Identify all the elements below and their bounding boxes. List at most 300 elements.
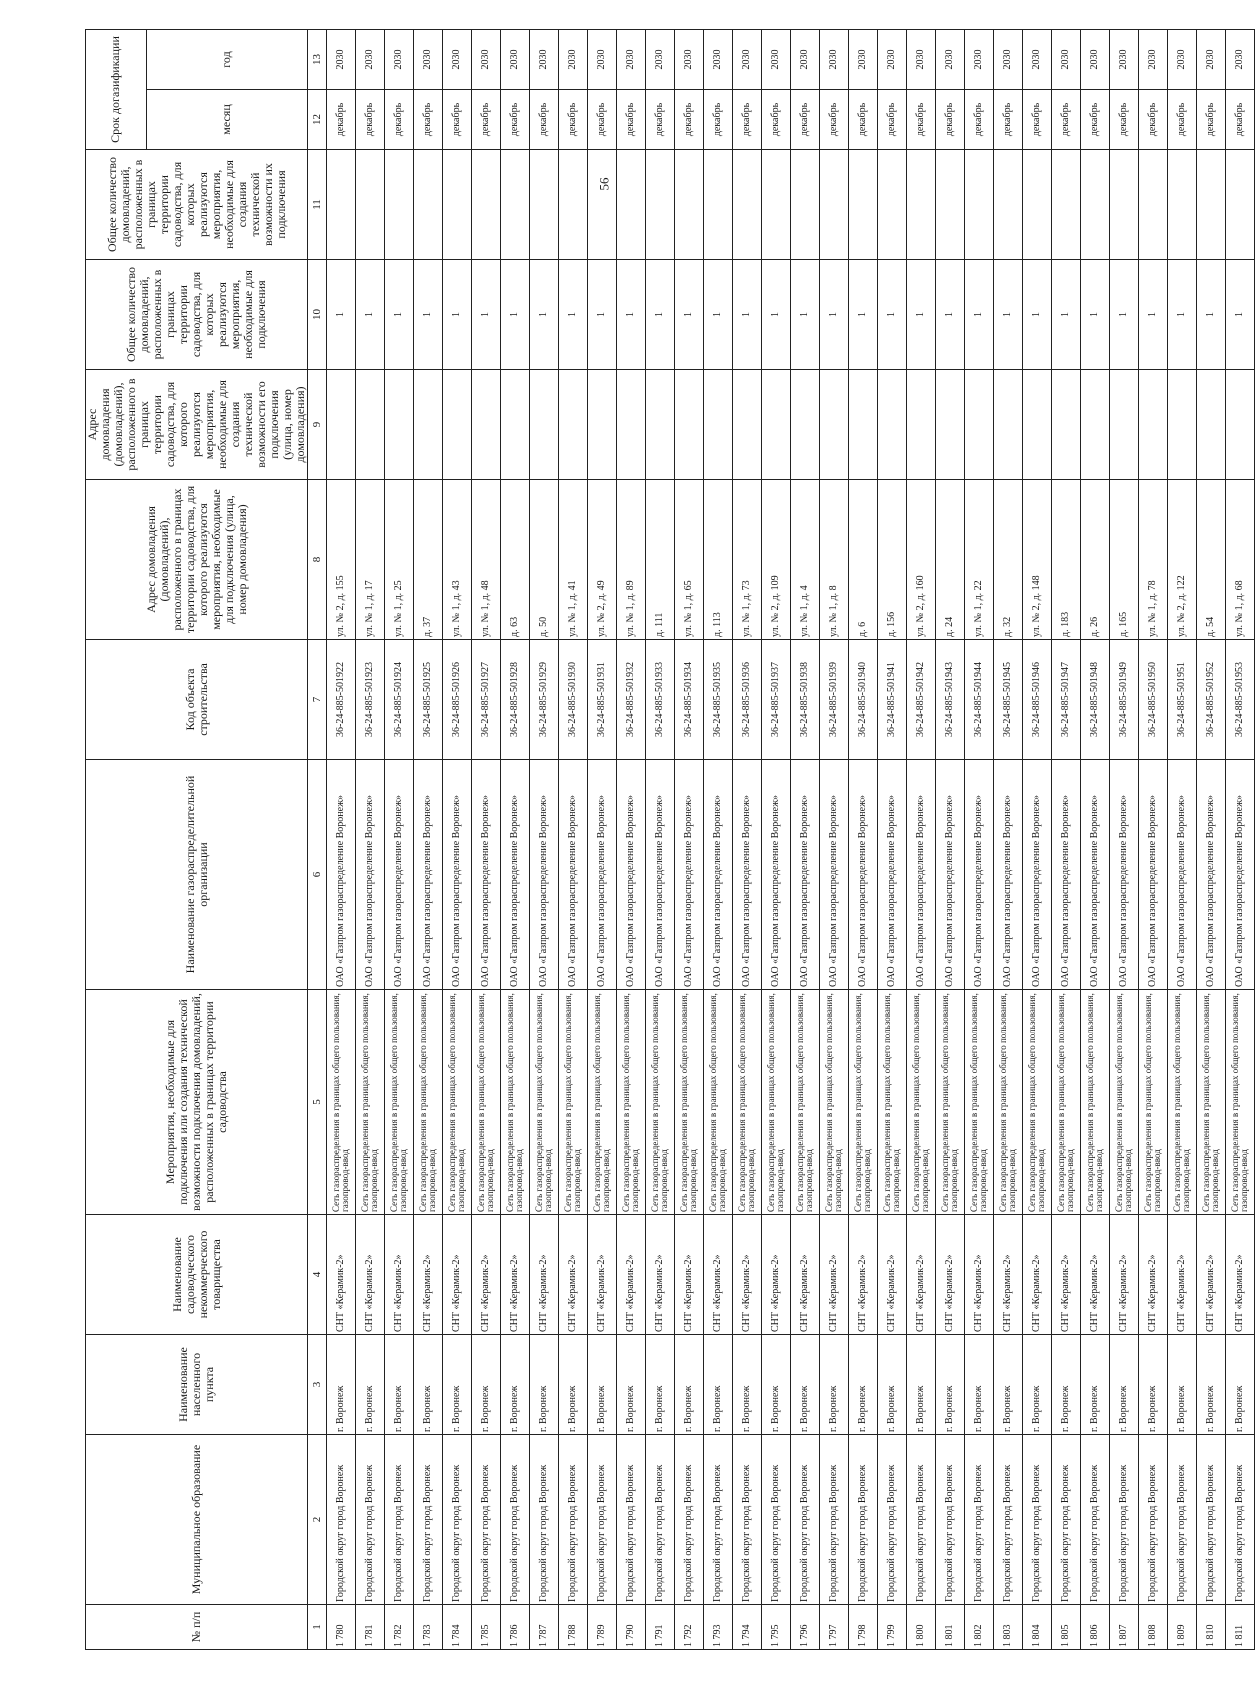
snt-name-cell: СНТ «Керамик-2» [1168, 1215, 1197, 1335]
deadline-year-cell: 2030 [327, 29, 356, 89]
header-deadline: Срок догазификации [86, 29, 147, 149]
deadline-year-cell: 2030 [1168, 29, 1197, 89]
deadline-year-cell: 2030 [1052, 29, 1081, 89]
object-code-cell: 36-24-885-501947 [1052, 640, 1081, 760]
header-count-connection: Общее количество домовладений, расположенных в границах территории садоводства, для которых реализуются мероприятия, необходимые для подключения [86, 260, 308, 370]
municipality-cell: Городской округ город Воронеж [1110, 1435, 1139, 1605]
gas-organization-cell: ОАО «Газпром газораспределение Воронеж» [1197, 760, 1226, 990]
activity-cell: Сеть газораспределения в границах общего пользования, газопровод-ввод [820, 990, 849, 1215]
row-number-cell: 1 783 [414, 1605, 443, 1650]
snt-name-cell: СНТ «Керамик-2» [1052, 1215, 1081, 1335]
count-capability-cell [936, 150, 965, 260]
header-year: год [146, 29, 307, 89]
snt-name-cell: СНТ «Керамик-2» [501, 1215, 530, 1335]
address-connection-cell: ул. № 2, д. 122 [1168, 480, 1197, 640]
count-connection-cell: 1 [588, 260, 617, 370]
object-code-cell: 36-24-885-501932 [617, 640, 646, 760]
address-capability-cell [530, 370, 559, 480]
deadline-year-cell: 2030 [820, 29, 849, 89]
count-capability-cell [1110, 150, 1139, 260]
deadline-year-cell: 2030 [646, 29, 675, 89]
address-connection-cell: д. 156 [878, 480, 907, 640]
activity-cell: Сеть газораспределения в границах общего пользования, газопровод-ввод [936, 990, 965, 1215]
activity-cell: Сеть газораспределения в границах общего пользования, газопровод-ввод [994, 990, 1023, 1215]
address-capability-cell [559, 370, 588, 480]
object-code-cell: 36-24-885-501938 [791, 640, 820, 760]
header-organization: Наименование газораспределительной организации [86, 760, 308, 990]
column-number-cell: 13 [308, 29, 327, 89]
activity-cell: Сеть газораспределения в границах общего пользования, газопровод-ввод [704, 990, 733, 1215]
deadline-month-cell: декабрь [994, 90, 1023, 150]
deadline-year-cell: 2030 [675, 29, 704, 89]
activity-cell: Сеть газораспределения в границах общего пользования, газопровод-ввод [588, 990, 617, 1215]
settlement-cell: г. Воронеж [965, 1335, 994, 1435]
deadline-month-cell: декабрь [1081, 90, 1110, 150]
header-activities: Мероприятия, необходимые для подключения или создания технической возможности подключения домовладений, расположенных в границах территории садоводства [86, 990, 308, 1215]
settlement-cell: г. Воронеж [1197, 1335, 1226, 1435]
row-number-cell: 1 795 [762, 1605, 791, 1650]
column-number-cell: 1 [308, 1605, 327, 1650]
page-number: 56 [596, 177, 612, 191]
column-number-cell: 2 [308, 1435, 327, 1605]
deadline-month-cell: декабрь [617, 90, 646, 150]
deadline-year-cell: 2030 [1226, 29, 1255, 89]
deadline-month-cell: декабрь [501, 90, 530, 150]
row-number-cell: 1 799 [878, 1605, 907, 1650]
object-code-cell: 36-24-885-501930 [559, 640, 588, 760]
gas-organization-cell: ОАО «Газпром газораспределение Воронеж» [1081, 760, 1110, 990]
municipality-cell: Городской округ город Воронеж [530, 1435, 559, 1605]
object-code-cell: 36-24-885-501941 [878, 640, 907, 760]
municipality-cell: Городской округ город Воронеж [1139, 1435, 1168, 1605]
snt-name-cell: СНТ «Керамик-2» [530, 1215, 559, 1335]
count-capability-cell [646, 150, 675, 260]
settlement-cell: г. Воронеж [559, 1335, 588, 1435]
address-capability-cell [878, 370, 907, 480]
column-numbers-row [308, 29, 327, 1649]
settlement-cell: г. Воронеж [878, 1335, 907, 1435]
settlement-cell: г. Воронеж [762, 1335, 791, 1435]
snt-name-cell: СНТ «Керамик-2» [965, 1215, 994, 1335]
count-capability-cell [530, 150, 559, 260]
table-row [559, 29, 588, 1649]
address-capability-cell [1139, 370, 1168, 480]
row-number-cell: 1 788 [559, 1605, 588, 1650]
row-number-cell: 1 807 [1110, 1605, 1139, 1650]
table-header [86, 29, 327, 1649]
row-number-cell: 1 808 [1139, 1605, 1168, 1650]
municipality-cell: Городской округ город Воронеж [733, 1435, 762, 1605]
snt-name-cell: СНТ «Керамик-2» [936, 1215, 965, 1335]
municipality-cell: Городской округ город Воронеж [878, 1435, 907, 1605]
address-connection-cell: ул. № 1, д. 43 [443, 480, 472, 640]
table-row [588, 29, 617, 1649]
count-connection-cell: 1 [878, 260, 907, 370]
activity-cell: Сеть газораспределения в границах общего пользования, газопровод-ввод [414, 990, 443, 1215]
activity-cell: Сеть газораспределения в границах общего пользования, газопровод-ввод [907, 990, 936, 1215]
table-row [1081, 29, 1110, 1649]
settlement-cell: г. Воронеж [327, 1335, 356, 1435]
row-number-cell: 1 810 [1197, 1605, 1226, 1650]
count-capability-cell [849, 150, 878, 260]
gas-organization-cell: ОАО «Газпром газораспределение Воронеж» [936, 760, 965, 990]
column-number-cell: 5 [308, 990, 327, 1215]
address-capability-cell [356, 370, 385, 480]
count-connection-cell: 1 [936, 260, 965, 370]
object-code-cell: 36-24-885-501939 [820, 640, 849, 760]
settlement-cell: г. Воронеж [414, 1335, 443, 1435]
count-capability-cell [1168, 150, 1197, 260]
address-capability-cell [820, 370, 849, 480]
snt-name-cell: СНТ «Керамик-2» [1226, 1215, 1255, 1335]
gas-organization-cell: ОАО «Газпром газораспределение Воронеж» [1023, 760, 1052, 990]
column-number-cell: 12 [308, 90, 327, 150]
municipality-cell: Городской округ город Воронеж [907, 1435, 936, 1605]
table-row [791, 29, 820, 1649]
deadline-year-cell: 2030 [588, 29, 617, 89]
settlement-cell: г. Воронеж [472, 1335, 501, 1435]
deadline-year-cell: 2030 [994, 29, 1023, 89]
gas-organization-cell: ОАО «Газпром газораспределение Воронеж» [733, 760, 762, 990]
count-capability-cell [443, 150, 472, 260]
municipality-cell: Городской округ город Воронеж [704, 1435, 733, 1605]
address-capability-cell [385, 370, 414, 480]
count-connection-cell: 1 [849, 260, 878, 370]
count-capability-cell [1139, 150, 1168, 260]
table-row [472, 29, 501, 1649]
snt-name-cell: СНТ «Керамик-2» [675, 1215, 704, 1335]
address-capability-cell [1023, 370, 1052, 480]
municipality-cell: Городской округ город Воронеж [617, 1435, 646, 1605]
table-row [617, 29, 646, 1649]
deadline-year-cell: 2030 [617, 29, 646, 89]
snt-name-cell: СНТ «Керамик-2» [762, 1215, 791, 1335]
count-connection-cell: 1 [472, 260, 501, 370]
address-capability-cell [501, 370, 530, 480]
count-capability-cell [1226, 150, 1255, 260]
count-capability-cell [414, 150, 443, 260]
table-row [646, 29, 675, 1649]
address-connection-cell: ул. № 1, д. 4 [791, 480, 820, 640]
gas-organization-cell: ОАО «Газпром газораспределение Воронеж» [907, 760, 936, 990]
count-capability-cell [820, 150, 849, 260]
column-number-cell: 10 [308, 260, 327, 370]
snt-name-cell: СНТ «Керамик-2» [704, 1215, 733, 1335]
gas-organization-cell: ОАО «Газпром газораспределение Воронеж» [327, 760, 356, 990]
table-row [820, 29, 849, 1649]
deadline-month-cell: декабрь [472, 90, 501, 150]
header-month: месяц [146, 90, 307, 150]
header-object-code: Код объекта строительства [86, 640, 308, 760]
row-number-cell: 1 782 [385, 1605, 414, 1650]
deadline-year-cell: 2030 [443, 29, 472, 89]
address-capability-cell [849, 370, 878, 480]
snt-name-cell: СНТ «Керамик-2» [791, 1215, 820, 1335]
row-number-cell: 1 786 [501, 1605, 530, 1650]
municipality-cell: Городской округ город Воронеж [385, 1435, 414, 1605]
column-number-cell: 3 [308, 1335, 327, 1435]
object-code-cell: 36-24-885-501934 [675, 640, 704, 760]
table-row [762, 29, 791, 1649]
deadline-month-cell: декабрь [849, 90, 878, 150]
row-number-cell: 1 784 [443, 1605, 472, 1650]
address-capability-cell [907, 370, 936, 480]
municipality-cell: Городской округ город Воронеж [559, 1435, 588, 1605]
deadline-month-cell: декабрь [907, 90, 936, 150]
row-number-cell: 1 802 [965, 1605, 994, 1650]
deadline-year-cell: 2030 [849, 29, 878, 89]
municipality-cell: Городской округ город Воронеж [675, 1435, 704, 1605]
municipality-cell: Городской округ город Воронеж [501, 1435, 530, 1605]
address-connection-cell: ул. № 1, д. 25 [385, 480, 414, 640]
deadline-month-cell: декабрь [327, 90, 356, 150]
snt-name-cell: СНТ «Керамик-2» [907, 1215, 936, 1335]
count-capability-cell [472, 150, 501, 260]
gas-organization-cell: ОАО «Газпром газораспределение Воронеж» [1052, 760, 1081, 990]
address-connection-cell: ул. № 2, д. 109 [762, 480, 791, 640]
deadline-month-cell: декабрь [791, 90, 820, 150]
activity-cell: Сеть газораспределения в границах общего пользования, газопровод-ввод [443, 990, 472, 1215]
activity-cell: Сеть газораспределения в границах общего пользования, газопровод-ввод [501, 990, 530, 1215]
table-row [1052, 29, 1081, 1649]
object-code-cell: 36-24-885-501945 [994, 640, 1023, 760]
activity-cell: Сеть газораспределения в границах общего пользования, газопровод-ввод [1168, 990, 1197, 1215]
gas-organization-cell: ОАО «Газпром газораспределение Воронеж» [1110, 760, 1139, 990]
table-row [733, 29, 762, 1649]
object-code-cell: 36-24-885-501953 [1226, 640, 1255, 760]
municipality-cell: Городской округ город Воронеж [1197, 1435, 1226, 1605]
count-connection-cell: 1 [617, 260, 646, 370]
row-number-cell: 1 796 [791, 1605, 820, 1650]
gas-organization-cell: ОАО «Газпром газораспределение Воронеж» [530, 760, 559, 990]
address-connection-cell: д. 6 [849, 480, 878, 640]
row-number-cell: 1 801 [936, 1605, 965, 1650]
count-connection-cell: 1 [530, 260, 559, 370]
activity-cell: Сеть газораспределения в границах общего пользования, газопровод-ввод [965, 990, 994, 1215]
count-connection-cell: 1 [733, 260, 762, 370]
address-connection-cell: д. 63 [501, 480, 530, 640]
activity-cell: Сеть газораспределения в границах общего пользования, газопровод-ввод [791, 990, 820, 1215]
address-connection-cell: ул. № 1, д. 68 [1226, 480, 1255, 640]
row-number-cell: 1 809 [1168, 1605, 1197, 1650]
activity-cell: Сеть газораспределения в границах общего пользования, газопровод-ввод [385, 990, 414, 1215]
gas-organization-cell: ОАО «Газпром газораспределение Воронеж» [820, 760, 849, 990]
address-connection-cell: ул. № 1, д. 65 [675, 480, 704, 640]
column-number-cell: 7 [308, 640, 327, 760]
count-connection-cell: 1 [356, 260, 385, 370]
deadline-month-cell: декабрь [530, 90, 559, 150]
row-number-cell: 1 806 [1081, 1605, 1110, 1650]
snt-name-cell: СНТ «Керамик-2» [1139, 1215, 1168, 1335]
table-row [1023, 29, 1052, 1649]
activity-cell: Сеть газораспределения в границах общего пользования, газопровод-ввод [1023, 990, 1052, 1215]
address-connection-cell: д. 32 [994, 480, 1023, 640]
object-code-cell: 36-24-885-501928 [501, 640, 530, 760]
count-connection-cell: 1 [414, 260, 443, 370]
count-capability-cell [1197, 150, 1226, 260]
object-code-cell: 36-24-885-501937 [762, 640, 791, 760]
row-number-cell: 1 805 [1052, 1605, 1081, 1650]
object-code-cell: 36-24-885-501933 [646, 640, 675, 760]
municipality-cell: Городской округ город Воронеж [356, 1435, 385, 1605]
address-capability-cell [414, 370, 443, 480]
count-connection-cell: 1 [820, 260, 849, 370]
address-connection-cell: д. 183 [1052, 480, 1081, 640]
count-capability-cell [878, 150, 907, 260]
row-number-cell: 1 797 [820, 1605, 849, 1650]
count-connection-cell: 1 [1052, 260, 1081, 370]
deadline-month-cell: декабрь [1023, 90, 1052, 150]
deadline-year-cell: 2030 [791, 29, 820, 89]
row-number-cell: 1 792 [675, 1605, 704, 1650]
table-row [675, 29, 704, 1649]
activity-cell: Сеть газораспределения в границах общего пользования, газопровод-ввод [878, 990, 907, 1215]
settlement-cell: г. Воронеж [356, 1335, 385, 1435]
deadline-month-cell: декабрь [443, 90, 472, 150]
count-connection-cell: 1 [1197, 260, 1226, 370]
deadline-month-cell: декабрь [762, 90, 791, 150]
row-number-cell: 1 785 [472, 1605, 501, 1650]
snt-name-cell: СНТ «Керамик-2» [1081, 1215, 1110, 1335]
deadline-year-cell: 2030 [733, 29, 762, 89]
object-code-cell: 36-24-885-501936 [733, 640, 762, 760]
deadline-month-cell: декабрь [559, 90, 588, 150]
object-code-cell: 36-24-885-501942 [907, 640, 936, 760]
settlement-cell: г. Воронеж [443, 1335, 472, 1435]
column-number-cell: 8 [308, 480, 327, 640]
settlement-cell: г. Воронеж [501, 1335, 530, 1435]
deadline-year-cell: 2030 [936, 29, 965, 89]
address-connection-cell: ул. № 2, д. 160 [907, 480, 936, 640]
row-number-cell: 1 790 [617, 1605, 646, 1650]
address-capability-cell [704, 370, 733, 480]
snt-name-cell: СНТ «Керамик-2» [443, 1215, 472, 1335]
table-row [327, 29, 356, 1649]
address-capability-cell [1197, 370, 1226, 480]
header-number: № п/п [86, 1605, 308, 1650]
settlement-cell: г. Воронеж [907, 1335, 936, 1435]
row-number-cell: 1 787 [530, 1605, 559, 1650]
object-code-cell: 36-24-885-501926 [443, 640, 472, 760]
count-connection-cell: 1 [994, 260, 1023, 370]
deadline-year-cell: 2030 [472, 29, 501, 89]
settlement-cell: г. Воронеж [1023, 1335, 1052, 1435]
activity-cell: Сеть газораспределения в границах общего пользования, газопровод-ввод [675, 990, 704, 1215]
address-connection-cell: ул. № 2, д. 155 [327, 480, 356, 640]
address-connection-cell: д. 24 [936, 480, 965, 640]
deadline-month-cell: декабрь [1226, 90, 1255, 150]
gas-organization-cell: ОАО «Газпром газораспределение Воронеж» [472, 760, 501, 990]
settlement-cell: г. Воронеж [1139, 1335, 1168, 1435]
count-connection-cell: 1 [646, 260, 675, 370]
gas-organization-cell: ОАО «Газпром газораспределение Воронеж» [994, 760, 1023, 990]
activity-cell: Сеть газораспределения в границах общего пользования, газопровод-ввод [1197, 990, 1226, 1215]
settlement-cell: г. Воронеж [1081, 1335, 1110, 1435]
address-capability-cell [733, 370, 762, 480]
gas-organization-cell: ОАО «Газпром газораспределение Воронеж» [559, 760, 588, 990]
snt-name-cell: СНТ «Керамик-2» [1197, 1215, 1226, 1335]
settlement-cell: г. Воронеж [646, 1335, 675, 1435]
activity-cell: Сеть газораспределения в границах общего пользования, газопровод-ввод [559, 990, 588, 1215]
row-number-cell: 1 789 [588, 1605, 617, 1650]
settlement-cell: г. Воронеж [1168, 1335, 1197, 1435]
table-row [1226, 29, 1255, 1649]
column-number-cell: 11 [308, 150, 327, 260]
settlement-cell: г. Воронеж [1052, 1335, 1081, 1435]
municipality-cell: Городской округ город Воронеж [1052, 1435, 1081, 1605]
address-capability-cell [1168, 370, 1197, 480]
gas-organization-cell: ОАО «Газпром газораспределение Воронеж» [617, 760, 646, 990]
object-code-cell: 36-24-885-501951 [1168, 640, 1197, 760]
count-capability-cell [907, 150, 936, 260]
header-municipality: Муниципальное образование [86, 1435, 308, 1605]
municipality-cell: Городской округ город Воронеж [965, 1435, 994, 1605]
table-row [530, 29, 559, 1649]
activity-cell: Сеть газораспределения в границах общего пользования, газопровод-ввод [1110, 990, 1139, 1215]
count-capability-cell [1081, 150, 1110, 260]
snt-name-cell: СНТ «Керамик-2» [385, 1215, 414, 1335]
deadline-month-cell: декабрь [675, 90, 704, 150]
gas-organization-cell: ОАО «Газпром газораспределение Воронеж» [356, 760, 385, 990]
deadline-month-cell: декабрь [588, 90, 617, 150]
activity-cell: Сеть газораспределения в границах общего пользования, газопровод-ввод [1226, 990, 1255, 1215]
count-connection-cell: 1 [791, 260, 820, 370]
municipality-cell: Городской округ город Воронеж [1081, 1435, 1110, 1605]
municipality-cell: Городской округ город Воронеж [1023, 1435, 1052, 1605]
row-number-cell: 1 794 [733, 1605, 762, 1650]
count-capability-cell [762, 150, 791, 260]
settlement-cell: г. Воронеж [704, 1335, 733, 1435]
gas-organization-cell: ОАО «Газпром газораспределение Воронеж» [414, 760, 443, 990]
header-count-capability: Общее количество домовладений, расположенных в границах территории садоводства, для которых реализуются мероприятия, необходимые для создания технической возможности их подключения [86, 150, 308, 260]
address-connection-cell: д. 113 [704, 480, 733, 640]
deadline-month-cell: декабрь [385, 90, 414, 150]
gas-organization-cell: ОАО «Газпром газораспределение Воронеж» [1226, 760, 1255, 990]
header-address-connection: Адрес домовладения (домовладений), расположенного в границах территории садоводства, для которого реализуются мероприятия, необходимые для подключения (улица, номер домовладения) [86, 480, 308, 640]
activity-cell: Сеть газораспределения в границах общего пользования, газопровод-ввод [849, 990, 878, 1215]
deadline-year-cell: 2030 [530, 29, 559, 89]
gas-organization-cell: ОАО «Газпром газораспределение Воронеж» [675, 760, 704, 990]
activity-cell: Сеть газораспределения в границах общего пользования, газопровод-ввод [327, 990, 356, 1215]
table-body [327, 29, 1255, 1649]
header-address-capability: Адрес домовладения (домовладений), расположенного в границах территории садоводства, для которого реализуются мероприятия, необходимые для создания технической возможности его подключения (улица, номер домовладения) [86, 370, 308, 480]
deadline-year-cell: 2030 [878, 29, 907, 89]
count-capability-cell [675, 150, 704, 260]
deadline-year-cell: 2030 [559, 29, 588, 89]
count-connection-cell: 1 [327, 260, 356, 370]
settlement-cell: г. Воронеж [791, 1335, 820, 1435]
count-capability-cell [791, 150, 820, 260]
gas-organization-cell: ОАО «Газпром газораспределение Воронеж» [501, 760, 530, 990]
deadline-month-cell: декабрь [704, 90, 733, 150]
object-code-cell: 36-24-885-501952 [1197, 640, 1226, 760]
object-code-cell: 36-24-885-501940 [849, 640, 878, 760]
municipality-cell: Городской округ город Воронеж [1168, 1435, 1197, 1605]
count-capability-cell [501, 150, 530, 260]
activity-cell: Сеть газораспределения в границах общего пользования, газопровод-ввод [1139, 990, 1168, 1215]
count-connection-cell: 1 [1168, 260, 1197, 370]
address-connection-cell: ул. № 1, д. 48 [472, 480, 501, 640]
deadline-month-cell: декабрь [1052, 90, 1081, 150]
gas-organization-cell: ОАО «Газпром газораспределение Воронеж» [1168, 760, 1197, 990]
address-capability-cell [791, 370, 820, 480]
address-capability-cell [1226, 370, 1255, 480]
gas-organization-cell: ОАО «Газпром газораспределение Воронеж» [965, 760, 994, 990]
table-row [356, 29, 385, 1649]
count-connection-cell: 1 [1110, 260, 1139, 370]
table-row [1197, 29, 1226, 1649]
count-capability-cell [704, 150, 733, 260]
